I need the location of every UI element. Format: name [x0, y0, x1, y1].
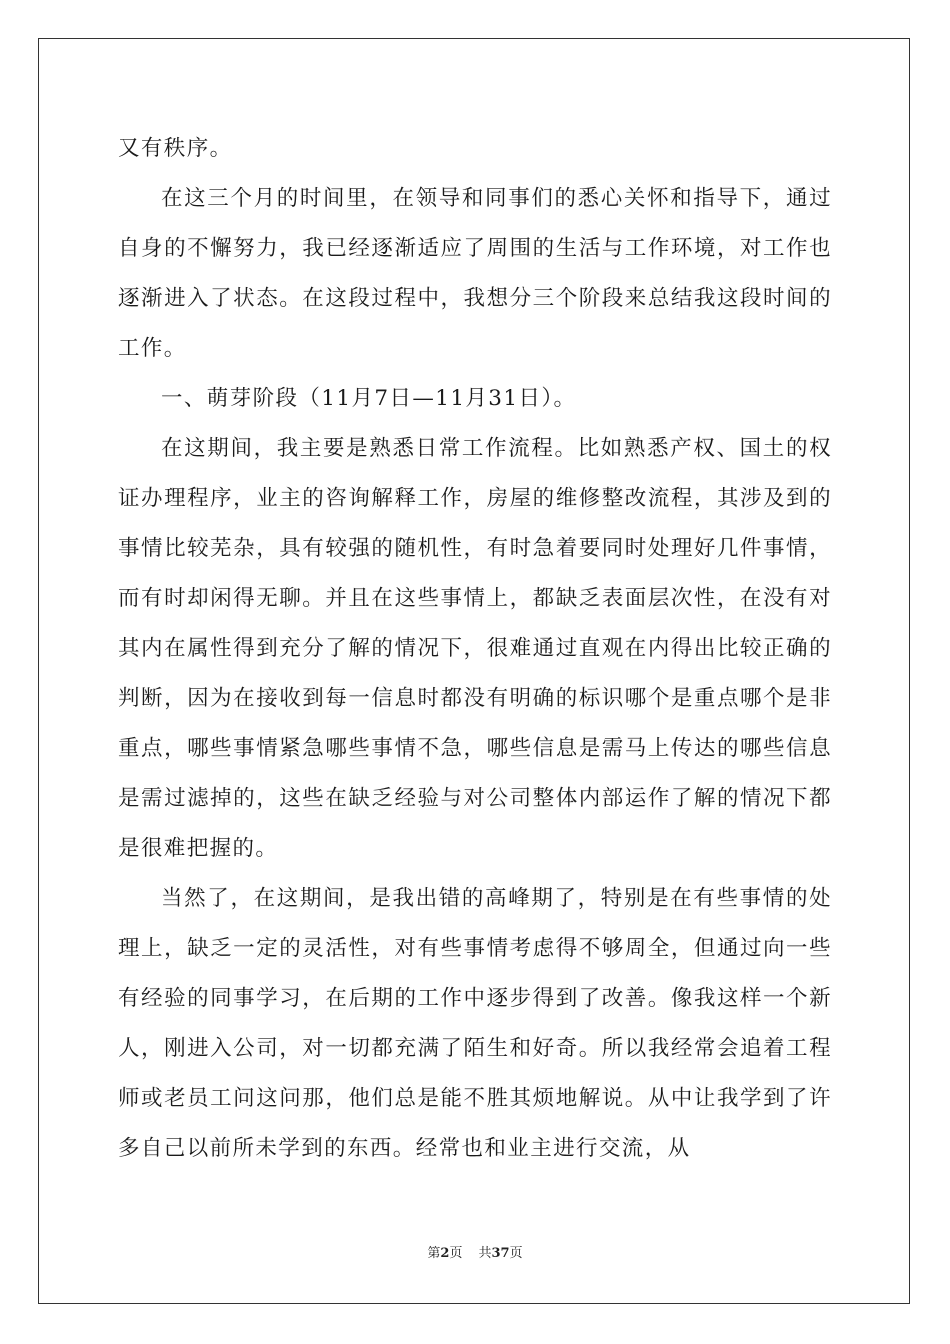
paragraph-intro: 在这三个月的时间里，在领导和同事们的悉心关怀和指导下，通过自身的不懈努力，我已经逐渐适应了周围的生活与工作环境，对工作也逐渐进入了状态。在这段过程中，我想分三个阶段来总结我这段时间的工作。	[118, 186, 832, 361]
page-suffix: 页	[449, 1246, 463, 1261]
total-suffix: 页	[509, 1246, 523, 1261]
paragraph-continuation: 又有秩序。	[118, 136, 233, 161]
page-prefix: 第	[427, 1246, 441, 1261]
total-pages: 37	[491, 1246, 510, 1261]
paragraph-mistakes-learning: 当然了，在这期间，是我出错的高峰期了，特别是在有些事情的处理上，缺乏一定的灵活性，对有些事情考虑得不够周全，但通过向一些有经验的同事学习，在后期的工作中逐步得到了改善。像我这样一个新人，刚进入公司，对一切都充满了陌生和好奇。所以我经常会追着工程师或老员工问这问那，他们总是能不胜其烦地解说。从中让我学到了许多自己以前所未学到的东西。经常也和业主进行交流，从	[118, 886, 832, 1161]
total-prefix: 共	[478, 1246, 492, 1261]
section-heading-stage-one: 一、萌芽阶段（11月7日—11月31日）。	[161, 386, 577, 411]
page-number: 2	[440, 1246, 450, 1261]
page-footer	[0, 1246, 950, 1262]
document-body	[118, 124, 832, 1174]
paragraph-stage-one-details: 在这期间，我主要是熟悉日常工作流程。比如熟悉产权、国土的权证办理程序，业主的咨询解释工作，房屋的维修整改流程，其涉及到的事情比较芜杂，具有较强的随机性，有时急着要同时处理好几件事情，而有时却闲得无聊。并且在这些事情上，都缺乏表面层次性，在没有对其内在属性得到充分了解的情况下，很难通过直观在内得出比较正确的判断，因为在接收到每一信息时都没有明确的标识哪个是重点哪个是非重点，哪些事情紧急哪些事情不急，哪些信息是需马上传达的哪些信息是需过滤掉的，这些在缺乏经验与对公司整体内部运作了解的情况下都是很难把握的。	[118, 436, 832, 861]
